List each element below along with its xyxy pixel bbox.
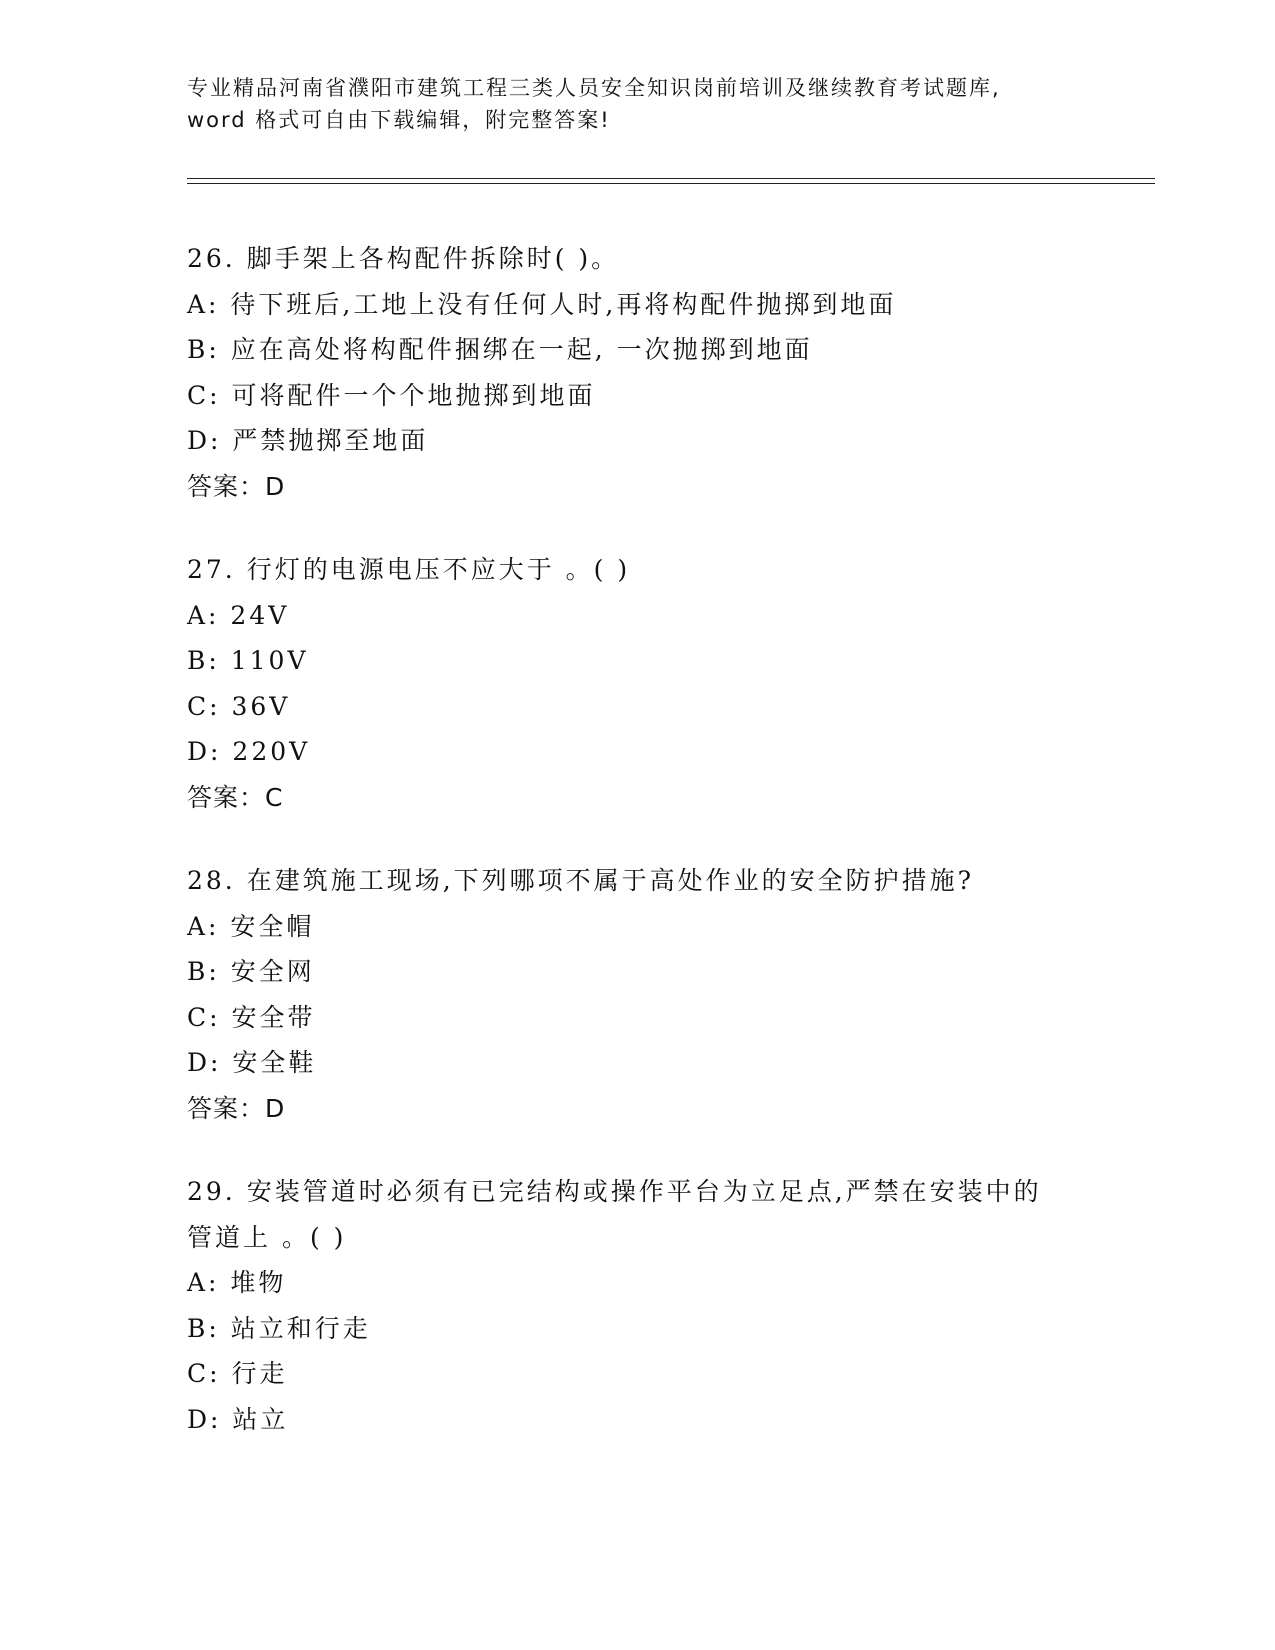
option-d: D: 严禁抛掷至地面 [187, 426, 429, 455]
option-b: B: 站立和行走 [187, 1313, 371, 1343]
option-a: A: 安全帽 [187, 911, 315, 941]
option-b: B: 应在高处将构配件捆绑在一起, 一次抛掷到地面 [187, 335, 813, 364]
header-line-2: word 格式可自由下载编辑，附完整答案! [187, 108, 611, 132]
option-a: A: 堆物 [187, 1268, 287, 1297]
question-28 [187, 858, 1147, 1131]
option-c: C: 行走 [187, 1359, 288, 1388]
question-stem: 29. 安装管道时必须有已完结构或操作平台为立足点,严禁在安装中的 [187, 1177, 1042, 1206]
answer-text: 答案：D [187, 471, 286, 501]
question-list [187, 236, 1147, 1480]
header-line-1: 专业精品河南省濮阳市建筑工程三类人员安全知识岗前培训及继续教育考试题库, [187, 76, 1001, 100]
option-c: C: 安全带 [187, 1002, 316, 1032]
answer-text: 答案：D [187, 1093, 286, 1123]
question-stem: 26. 脚手架上各构配件拆除时( )。 [187, 244, 620, 273]
question-27 [187, 547, 1147, 820]
question-29 [187, 1169, 1147, 1442]
option-d: D: 安全鞋 [187, 1048, 317, 1077]
option-b: B: 安全网 [187, 957, 315, 986]
option-d: D: 站立 [187, 1404, 289, 1434]
option-a: A: 待下班后,工地上没有任何人时,再将构配件抛掷到地面 [187, 289, 897, 319]
question-stem: 28. 在建筑施工现场,下列哪项不属于高处作业的安全防护措施? [187, 866, 975, 895]
option-d: D: 220V [187, 737, 311, 766]
header-divider-bottom [187, 183, 1155, 184]
option-c: C: 可将配件一个个地抛掷到地面 [187, 380, 596, 410]
option-a: A: 24V [187, 600, 290, 630]
option-b: B: 110V [187, 646, 309, 675]
document-header [187, 72, 1087, 136]
header-divider-top [187, 178, 1155, 179]
question-stem: 27. 行灯的电源电压不应大于 。( ) [187, 555, 631, 584]
question-26 [187, 236, 1147, 509]
answer-text: 答案：C [187, 782, 284, 812]
option-c: C: 36V [187, 691, 291, 721]
question-stem-continued: 管道上 。( ) [187, 1222, 347, 1252]
